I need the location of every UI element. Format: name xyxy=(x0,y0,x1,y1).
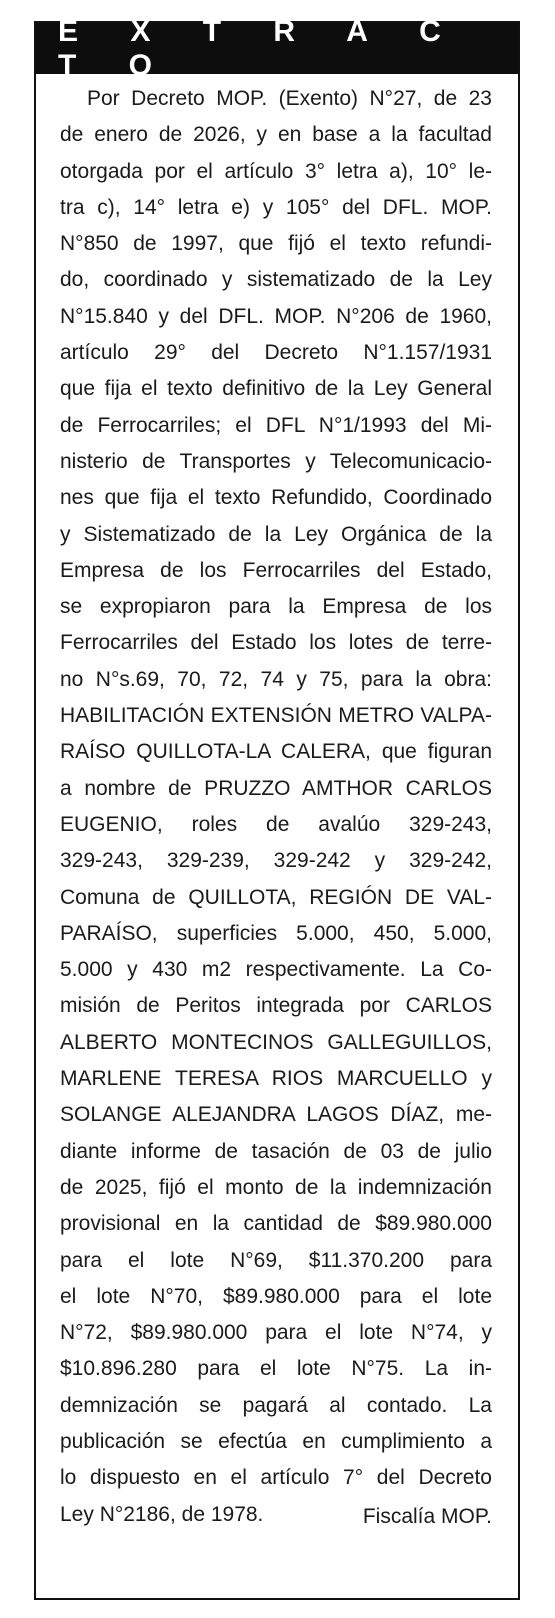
notice-body-line: 329-243, 329-239, 329-242 y 329-242, xyxy=(60,849,492,873)
notice-body-line: $10.896.280 para el lote N°75. La in- xyxy=(60,1357,492,1381)
notice-body-line: de Ferrocarriles; el DFL N°1/1993 del Mi- xyxy=(60,413,492,437)
notice-body-line: diante informe de tasación de 03 de julio xyxy=(60,1139,492,1163)
notice-body-line: misión de Peritos integrada por CARLOS xyxy=(60,994,492,1018)
notice-body-line: PARAÍSO, superficies 5.000, 450, 5.000, xyxy=(60,921,492,945)
notice-body-line: se expropiaron para la Empresa de los xyxy=(60,595,492,619)
notice-body-line: y Sistematizado de la Ley Orgánica de la xyxy=(60,522,492,546)
notice-body-line: Comuna de QUILLOTA, REGIÓN DE VAL- xyxy=(60,885,492,909)
notice-body-line: provisional en la cantidad de $89.980.000 xyxy=(60,1212,492,1236)
notice-body-line: artículo 29° del Decreto N°1.157/1931 xyxy=(60,341,492,365)
notice-body-line: otorgada por el artículo 3° letra a), 10° le- xyxy=(60,159,492,183)
notice-body-line: SOLANGE ALEJANDRA LAGOS DÍAZ, me- xyxy=(60,1103,492,1127)
notice-body xyxy=(60,81,492,1533)
legal-notice-box xyxy=(34,14,520,1600)
notice-body-line: HABILITACIÓN EXTENSIÓN METRO VALPA- xyxy=(60,704,492,728)
notice-signature: Fiscalía MOP. xyxy=(362,1505,492,1528)
notice-body-line: de enero de 2026, y en base a la facultad xyxy=(60,123,492,147)
notice-body-line: N°850 de 1997, que fijó el texto refundi- xyxy=(60,232,492,256)
notice-body-line: N°15.840 y del DFL. MOP. N°206 de 1960, xyxy=(60,304,492,328)
notice-body-line: nes que fija el texto Refundido, Coordinado xyxy=(60,486,492,510)
notice-body-line: publicación se efectúa en cumplimiento a xyxy=(60,1429,492,1453)
notice-body-line: RAÍSO QUILLOTA-LA CALERA, que figuran xyxy=(60,740,492,764)
notice-body-line: para el lote N°69, $11.370.200 para xyxy=(60,1248,492,1272)
notice-body-line: tra c), 14° letra e) y 105° del DFL. MOP. xyxy=(60,195,492,219)
notice-body-line: MARLENE TERESA RIOS MARCUELLO y xyxy=(60,1067,492,1091)
notice-body-line: de 2025, fijó el monto de la indemnización xyxy=(60,1175,492,1199)
notice-header xyxy=(36,14,518,82)
notice-body-line: do, coordinado y sistematizado de la Ley xyxy=(60,268,492,292)
notice-body-line: nisterio de Transportes y Telecomunicacio- xyxy=(60,449,492,473)
notice-body-line: Ley N°2186, de 1978. xyxy=(60,1502,264,1526)
notice-body-line: EUGENIO, roles de avalúo 329-243, xyxy=(60,812,492,836)
notice-body-line: Empresa de los Ferrocarriles del Estado, xyxy=(60,558,492,582)
notice-body-line: que fija el texto definitivo de la Ley General xyxy=(60,377,492,401)
notice-body-line: demnización se pagará al contado. La xyxy=(60,1393,492,1417)
notice-body-line: ALBERTO MONTECINOS GALLEGUILLOS, xyxy=(60,1030,492,1054)
notice-body-line: N°72, $89.980.000 para el lote N°74, y xyxy=(60,1321,492,1345)
notice-body-line: Ferrocarriles del Estado los lotes de terre- xyxy=(60,631,492,655)
notice-body-line: no N°s.69, 70, 72, 74 y 75, para la obra: xyxy=(60,667,492,691)
notice-title: E X T R A C T O xyxy=(58,14,463,82)
notice-body-line: el lote N°70, $89.980.000 para el lote xyxy=(60,1284,492,1308)
notice-body-line: 5.000 y 430 m2 respectivamente. La Co- xyxy=(60,958,492,982)
notice-body-line: a nombre de PRUZZO AMTHOR CARLOS xyxy=(60,776,492,800)
notice-body-line: Por Decreto MOP. (Exento) N°27, de 23 xyxy=(87,87,492,110)
notice-body-line: lo dispuesto en el artículo 7° del Decreto xyxy=(60,1466,492,1490)
